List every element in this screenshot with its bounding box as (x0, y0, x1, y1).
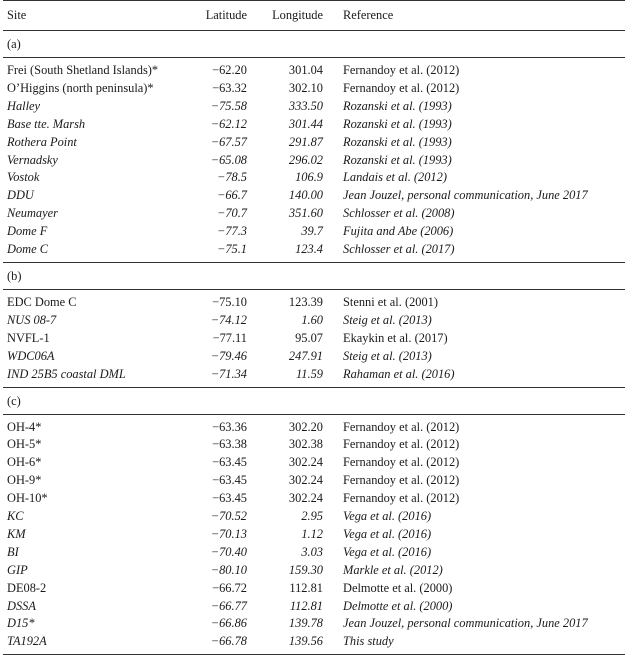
site-cell: GIP (7, 562, 28, 577)
site-cell: OH-5* (7, 437, 42, 452)
latitude-cell: −71.34 (210, 366, 247, 381)
longitude-cell: 302.24 (288, 473, 323, 488)
latitude-cell: −77.11 (212, 330, 247, 345)
table-row (3, 508, 625, 526)
latitude-cell: −78.5 (216, 170, 247, 185)
site-cell: DE08-2 (7, 580, 47, 595)
latitude-cell: −63.45 (212, 455, 247, 470)
site-cell: Vernadsky (7, 152, 58, 167)
latitude-cell: −63.38 (212, 437, 247, 452)
section-label: (a) (3, 31, 625, 58)
latitude-cell: −70.13 (210, 526, 247, 541)
reference-cell: Delmotte et al. (2000) (343, 580, 453, 595)
latitude-cell: −66.7 (216, 188, 247, 203)
site-cell: OH-4* (7, 419, 42, 434)
site-cell: Neumayer (7, 206, 58, 221)
site-table-container (3, 0, 625, 655)
table-row (3, 169, 625, 187)
table-row (3, 633, 625, 654)
longitude-cell: 301.44 (288, 116, 323, 131)
table-row (3, 580, 625, 598)
reference-cell: Vega et al. (2016) (343, 544, 432, 559)
site-cell: WDC06A (7, 348, 55, 363)
site-cell: OH-10* (7, 491, 48, 506)
longitude-cell: 291.87 (288, 134, 323, 149)
site-table (3, 0, 625, 654)
site-cell: EDC Dome C (7, 294, 77, 309)
header-site: Site (3, 1, 193, 31)
site-cell: Frei (South Shetland Islands)* (7, 63, 159, 77)
longitude-cell: 159.30 (288, 562, 323, 577)
reference-cell: Fernandoy et al. (2012) (343, 80, 460, 95)
reference-cell: Fernandoy et al. (2012) (343, 491, 460, 506)
latitude-cell: −77.3 (216, 224, 247, 239)
longitude-cell: 302.24 (288, 491, 323, 506)
table-row (3, 414, 625, 436)
table-header-row (3, 1, 625, 31)
table-row (3, 289, 625, 311)
reference-cell: Rahaman et al. (2016) (343, 366, 455, 381)
table-row (3, 544, 625, 562)
latitude-cell: −75.10 (212, 294, 247, 309)
latitude-cell: −70.40 (210, 544, 247, 559)
reference-cell: Schlosser et al. (2017) (343, 242, 455, 257)
table-row (3, 598, 625, 616)
longitude-cell: 39.7 (301, 224, 323, 239)
table-row (3, 562, 625, 580)
reference-cell: Jean Jouzel, personal communication, June 2017 (343, 188, 588, 203)
table-row (3, 241, 625, 262)
latitude-cell: −75.1 (216, 242, 247, 257)
site-cell: Dome C (7, 242, 48, 257)
longitude-cell: 302.10 (288, 80, 323, 95)
reference-cell: Schlosser et al. (2008) (343, 206, 455, 221)
longitude-cell: 333.50 (288, 98, 323, 113)
reference-cell: Vega et al. (2016) (343, 526, 432, 541)
site-cell: IND 25B5 coastal DML (7, 366, 126, 381)
longitude-cell: 106.9 (295, 170, 323, 185)
latitude-cell: −62.20 (212, 63, 247, 77)
reference-cell: Fernandoy et al. (2012) (343, 63, 460, 77)
latitude-cell: −67.57 (210, 134, 247, 149)
section-label: (c) (3, 387, 625, 414)
longitude-cell: 112.81 (289, 598, 323, 613)
longitude-cell: 301.04 (288, 63, 323, 77)
site-cell: Dome F (7, 224, 48, 239)
longitude-cell: 123.4 (295, 242, 323, 257)
table-row (3, 472, 625, 490)
reference-cell: Delmotte et al. (2000) (343, 598, 453, 613)
reference-cell: Fernandoy et al. (2012) (343, 419, 460, 434)
longitude-cell: 247.91 (288, 348, 323, 363)
section-header-row (3, 31, 625, 58)
table-row (3, 187, 625, 205)
table-body (3, 31, 625, 655)
longitude-cell: 11.59 (296, 366, 323, 381)
section-label: (b) (3, 262, 625, 289)
site-cell: O’Higgins (north peninsula)* (7, 80, 154, 95)
header-latitude: Latitude (193, 1, 251, 31)
latitude-cell: −63.36 (212, 419, 247, 434)
site-cell: DDU (7, 188, 34, 203)
latitude-cell: −70.52 (210, 509, 247, 524)
longitude-cell: 302.24 (288, 455, 323, 470)
reference-cell: Fernandoy et al. (2012) (343, 437, 460, 452)
header-longitude: Longitude (251, 1, 327, 31)
site-cell: KM (7, 526, 26, 541)
reference-cell: This study (343, 634, 394, 649)
table-row (3, 436, 625, 454)
table-row (3, 490, 625, 508)
site-cell: NVFL-1 (7, 330, 50, 345)
latitude-cell: −79.46 (210, 348, 247, 363)
latitude-cell: −70.7 (216, 206, 247, 221)
table-row (3, 526, 625, 544)
reference-cell: Jean Jouzel, personal communication, June 2017 (343, 616, 588, 631)
longitude-cell: 296.02 (288, 152, 323, 167)
table-row (3, 366, 625, 387)
site-cell: NUS 08-7 (7, 312, 57, 327)
table-row (3, 205, 625, 223)
site-cell: OH-9* (7, 473, 42, 488)
longitude-cell: 302.38 (288, 437, 323, 452)
site-cell: OH-6* (7, 455, 42, 470)
longitude-cell: 140.00 (288, 188, 323, 203)
table-row (3, 330, 625, 348)
latitude-cell: −66.86 (210, 616, 247, 631)
site-cell: Rothera Point (7, 134, 77, 149)
latitude-cell: −66.72 (212, 580, 247, 595)
reference-cell: Rozanski et al. (1993) (343, 98, 452, 113)
longitude-cell: 1.12 (301, 526, 323, 541)
reference-cell: Fernandoy et al. (2012) (343, 455, 460, 470)
latitude-cell: −63.45 (212, 473, 247, 488)
reference-cell: Rozanski et al. (1993) (343, 152, 452, 167)
longitude-cell: 302.20 (288, 419, 323, 434)
longitude-cell: 112.81 (289, 580, 323, 595)
latitude-cell: −74.12 (210, 312, 247, 327)
table-row (3, 152, 625, 170)
reference-cell: Rozanski et al. (1993) (343, 134, 452, 149)
latitude-cell: −63.45 (212, 491, 247, 506)
table-row (3, 454, 625, 472)
latitude-cell: −66.77 (210, 598, 247, 613)
reference-cell: Steig et al. (2013) (343, 312, 432, 327)
site-cell: Base tte. Marsh (7, 116, 86, 131)
reference-cell: Steig et al. (2013) (343, 348, 432, 363)
site-cell: DSSA (7, 598, 36, 613)
site-cell: KC (7, 509, 24, 524)
latitude-cell: −63.32 (212, 80, 247, 95)
longitude-cell: 95.07 (295, 330, 323, 345)
longitude-cell: 139.56 (288, 634, 323, 649)
reference-cell: Vega et al. (2016) (343, 509, 432, 524)
reference-cell: Fujita and Abe (2006) (343, 224, 454, 239)
reference-cell: Ekaykin et al. (2017) (343, 330, 448, 345)
longitude-cell: 3.03 (301, 544, 323, 559)
longitude-cell: 139.78 (288, 616, 323, 631)
latitude-cell: −80.10 (210, 562, 247, 577)
longitude-cell: 351.60 (288, 206, 323, 221)
table-row (3, 134, 625, 152)
site-cell: TA192A (7, 634, 47, 649)
table-row (3, 80, 625, 98)
table-row (3, 223, 625, 241)
reference-cell: Fernandoy et al. (2012) (343, 473, 460, 488)
section-header-row (3, 262, 625, 289)
reference-cell: Stenni et al. (2001) (343, 294, 438, 309)
table-row (3, 98, 625, 116)
latitude-cell: −65.08 (210, 152, 247, 167)
longitude-cell: 2.95 (301, 509, 323, 524)
latitude-cell: −62.12 (210, 116, 247, 131)
site-cell: Vostok (7, 170, 40, 185)
section-header-row (3, 387, 625, 414)
table-row (3, 348, 625, 366)
site-cell: Halley (7, 98, 41, 113)
table-row (3, 58, 625, 80)
latitude-cell: −66.78 (210, 634, 247, 649)
latitude-cell: −75.58 (210, 98, 247, 113)
longitude-cell: 123.39 (288, 294, 323, 309)
reference-cell: Markle et al. (2012) (343, 562, 443, 577)
table-row (3, 116, 625, 134)
table-row (3, 615, 625, 633)
site-cell: BI (7, 544, 19, 559)
reference-cell: Rozanski et al. (1993) (343, 116, 452, 131)
longitude-cell: 1.60 (301, 312, 323, 327)
table-row (3, 312, 625, 330)
site-cell: D15* (7, 616, 35, 631)
reference-cell: Landais et al. (2012) (343, 170, 447, 185)
header-reference: Reference (327, 1, 625, 31)
